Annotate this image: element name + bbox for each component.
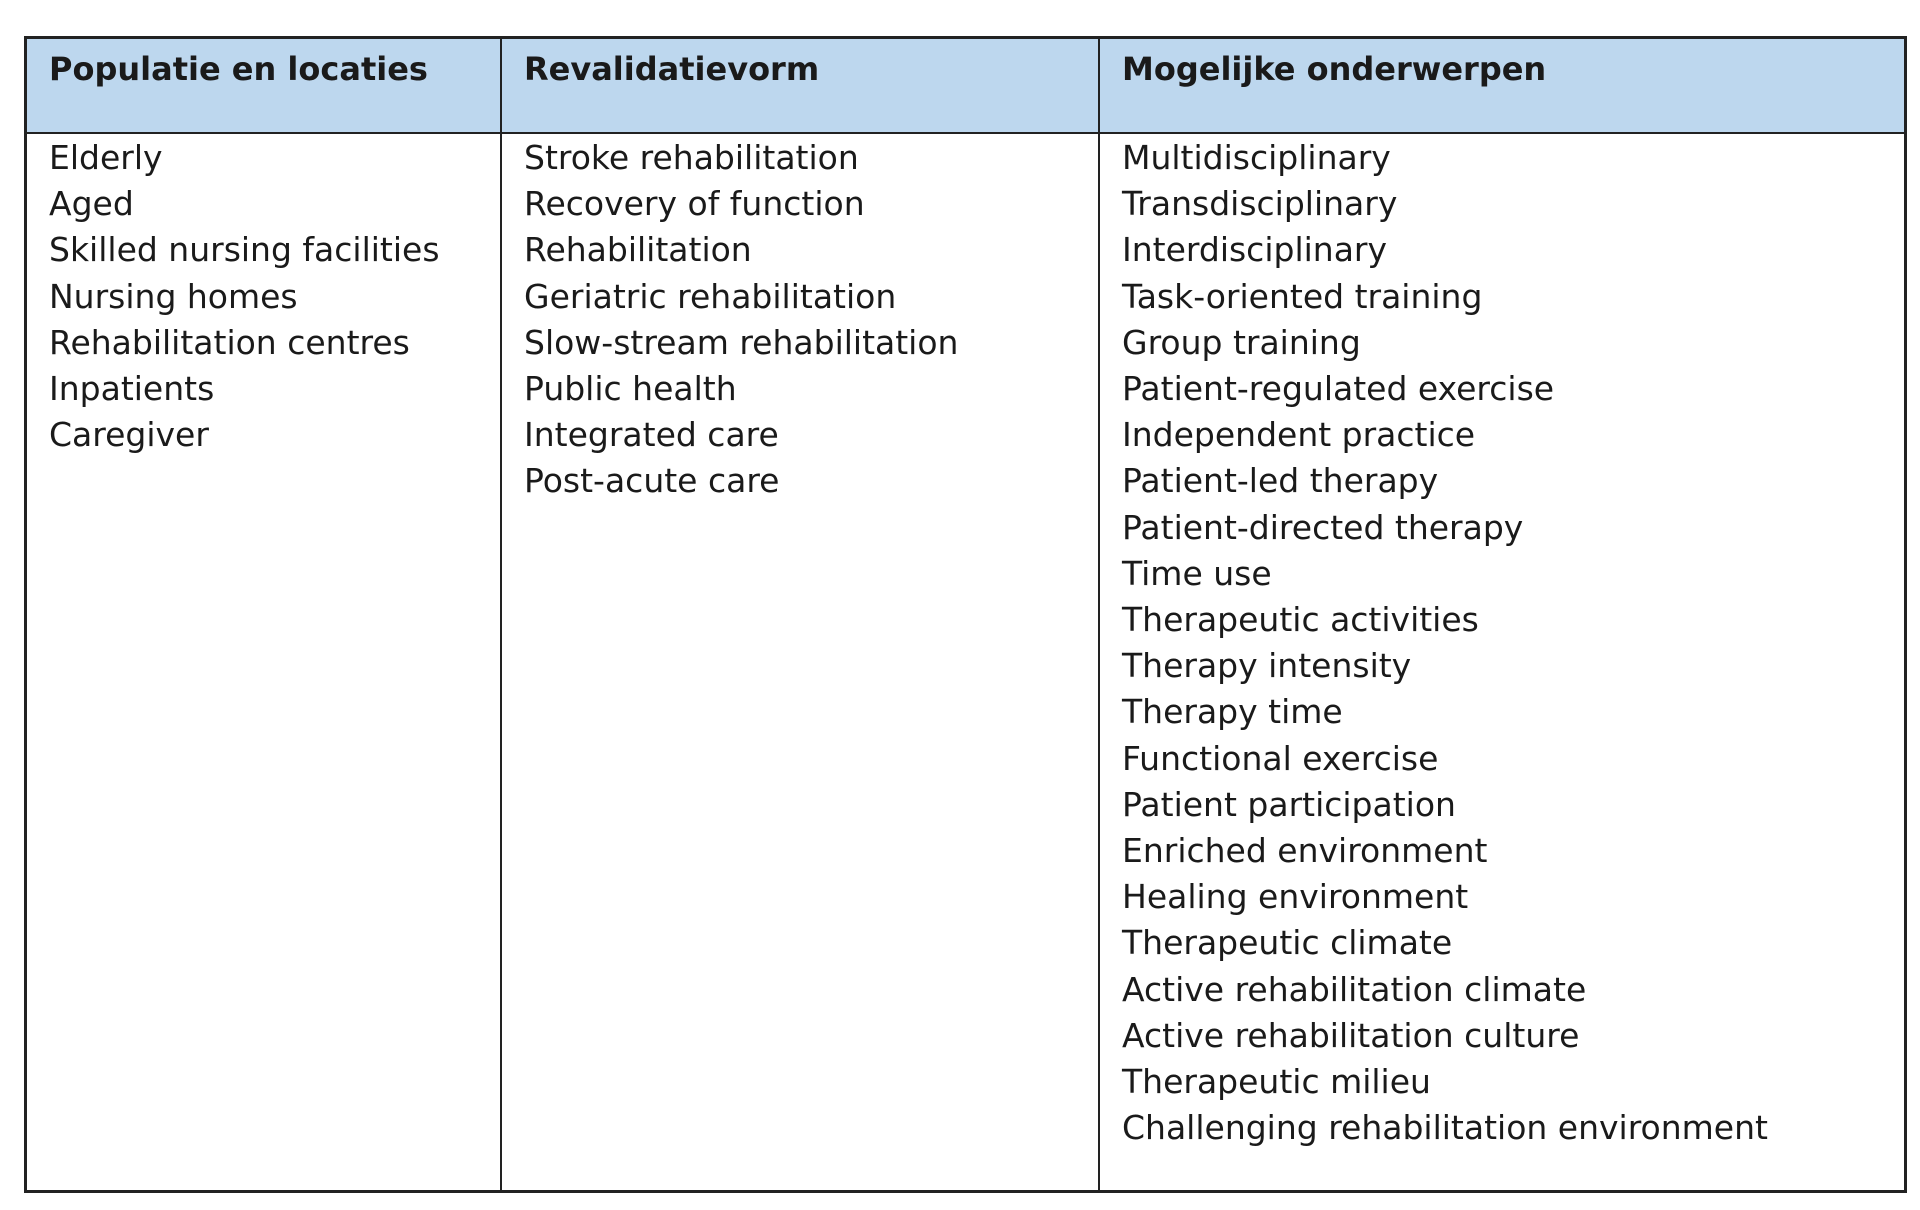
term-item: Active rehabilitation climate (1122, 969, 1587, 1009)
term-item: Rehabilitation centres (49, 322, 410, 362)
term-item: Stroke rehabilitation (524, 138, 859, 177)
term-item: Patient-regulated exercise (1122, 369, 1555, 409)
term-item: Nursing homes (49, 276, 298, 316)
term-list (524, 134, 1098, 505)
term-item: Elderly (49, 138, 163, 177)
term-item: Slow-stream rehabilitation (524, 322, 959, 362)
term-item: Patient-led therapy (1122, 461, 1439, 501)
term-item: Caregiver (49, 415, 209, 455)
header-label: Revalidatievorm (524, 50, 820, 88)
term-item: Patient participation (1122, 784, 1456, 824)
term-item: Task-oriented training (1122, 276, 1483, 316)
header-revalidatievorm (502, 39, 1100, 134)
term-list (49, 134, 500, 458)
term-item: Post-acute care (524, 461, 780, 501)
term-item: Rehabilitation (524, 230, 752, 270)
term-item: Inpatients (49, 369, 215, 409)
term-item: Therapy time (1122, 692, 1343, 732)
term-item: Aged (49, 184, 134, 224)
term-item: Therapeutic climate (1122, 923, 1453, 963)
column-onderwerpen (1100, 134, 1904, 1190)
search-terms-table (24, 36, 1907, 1193)
term-item: Recovery of function (524, 184, 865, 224)
term-item: Challenging rehabilitation environment (1122, 1108, 1768, 1148)
term-item: Healing environment (1122, 877, 1469, 917)
term-item: Enriched environment (1122, 831, 1488, 871)
term-item: Transdisciplinary (1122, 184, 1398, 224)
term-item: Group training (1122, 322, 1361, 362)
header-label: Populatie en locaties (49, 50, 428, 88)
term-item: Active rehabilitation culture (1122, 1015, 1580, 1055)
term-item: Functional exercise (1122, 738, 1439, 778)
header-label: Mogelijke onderwerpen (1122, 50, 1547, 88)
term-item: Independent practice (1122, 415, 1476, 455)
header-populatie (27, 39, 502, 134)
term-item: Multidisciplinary (1122, 138, 1391, 177)
term-item: Integrated care (524, 415, 779, 455)
term-item: Public health (524, 369, 737, 409)
column-populatie (27, 134, 502, 1190)
term-item: Geriatric rehabilitation (524, 276, 897, 316)
term-item: Time use (1122, 553, 1272, 593)
header-onderwerpen (1100, 39, 1904, 134)
term-item: Interdisciplinary (1122, 230, 1388, 270)
column-revalidatievorm (502, 134, 1100, 1190)
term-item: Therapeutic milieu (1122, 1062, 1431, 1102)
term-item: Patient-directed therapy (1122, 507, 1524, 547)
term-item: Therapeutic activities (1122, 600, 1479, 640)
term-list (1122, 134, 1904, 1151)
term-item: Skilled nursing facilities (49, 230, 440, 270)
term-item: Therapy intensity (1122, 646, 1412, 686)
